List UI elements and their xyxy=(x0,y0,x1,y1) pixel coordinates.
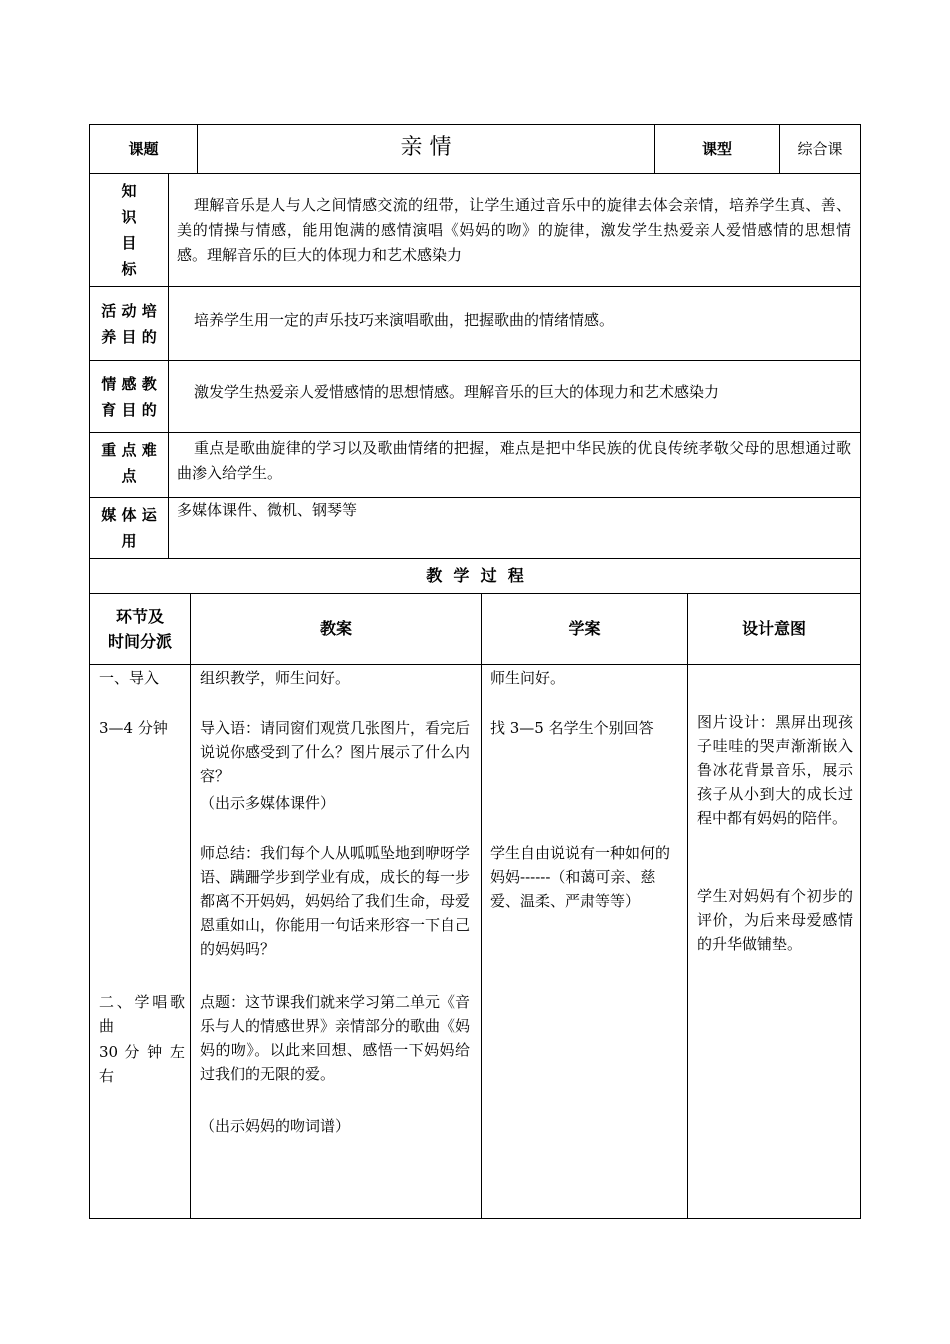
media-content: 多媒体课件、微机、钢琴等 xyxy=(177,501,358,519)
activity-label: 活 动 培 养 目 的 xyxy=(101,302,157,346)
student-p2: 找 3—5 名学生个别回答 xyxy=(490,719,654,737)
teacher-p1: 组织教学，师生问好。 xyxy=(200,669,351,687)
col-header-student: 学案 xyxy=(568,619,601,638)
emotion-content: 激发学生热爱亲人爱惜感情的思想情感。理解音乐的巨大的体现力和艺术感染力 xyxy=(194,383,720,401)
teacher-p2: 导入语：请同窗们观赏几张图片，看完后说说你感受到了什么？图片展示了什么内容？ xyxy=(200,719,471,785)
topic-title: 亲 情 xyxy=(400,135,452,160)
col-header-teacher: 教案 xyxy=(319,619,352,638)
knowledge-label: 知 识 目 标 xyxy=(121,182,137,278)
col-header-stage: 环节及 时间分派 xyxy=(107,607,172,651)
media-label: 媒 体 运 用 xyxy=(101,506,157,550)
knowledge-content: 理解音乐是人与人之间情感交流的纽带，让学生通过音乐中的旋律去体会亲情，培养学生真、善、美的情操与情感，能用饱满的感情演唱《妈妈的吻》的旋律，激发学生热爱亲人爱惜感情的思想情感。理解音乐的巨大的体现力和艺术感染力 xyxy=(177,196,851,264)
design-p1: 图片设计：黑屏出现孩子哇哇的哭声渐渐嵌入鲁冰花背景音乐，展示孩子从小到大的成长过程中都有妈妈的陪伴。 xyxy=(697,713,853,827)
teacher-p3: （出示多媒体课件） xyxy=(200,794,336,812)
stage-2-name: 二、学唱歌曲 xyxy=(99,993,185,1035)
process-title: 教 学 过 程 xyxy=(426,566,524,585)
teacher-p6: （出示妈妈的吻词谱） xyxy=(200,1117,351,1135)
keypoints-label: 重 点 难 点 xyxy=(101,441,157,485)
student-p3: 学生自由说说有一种如何的妈妈------（和蔼可亲、慈爱、温柔、严肃等等） xyxy=(490,844,671,910)
col-header-design: 设计意图 xyxy=(741,619,806,638)
emotion-label: 情 感 教 育 目 的 xyxy=(101,375,157,419)
type-label: 课型 xyxy=(701,140,732,158)
keypoints-content: 重点是歌曲旋律的学习以及歌曲情绪的把握，难点是把中华民族的优良传统孝敬父母的思想通过歌曲渗入给学生。 xyxy=(177,439,851,482)
teacher-p5: 点题：这节课我们就来学习第二单元《音乐与人的情感世界》亲情部分的歌曲《妈妈的吻》。以此来回想、感悟一下妈妈给过我们的无限的爱。 xyxy=(200,993,471,1083)
teacher-p4: 师总结：我们每个人从呱呱坠地到咿呀学语、蹒跚学步到学业有成，成长的每一步都离不开妈妈，妈妈给了我们生命，母爱恩重如山，你能用一句话来形容一下自己的妈妈吗？ xyxy=(200,844,471,958)
activity-content: 培养学生用一定的声乐技巧来演唱歌曲，把握歌曲的情绪情感。 xyxy=(194,311,615,329)
student-p1: 师生问好。 xyxy=(490,669,566,687)
type-value: 综合课 xyxy=(797,140,843,158)
topic-label: 课题 xyxy=(128,140,159,158)
stage-1-time: 3—4 分钟 xyxy=(99,719,168,737)
design-p2: 学生对妈妈有个初步的评价，为后来母爱感情的升华做铺垫。 xyxy=(697,887,853,953)
stage-1-name: 一、导入 xyxy=(99,669,160,687)
stage-2-time: 30 分 钟 左 右 xyxy=(99,1043,185,1085)
